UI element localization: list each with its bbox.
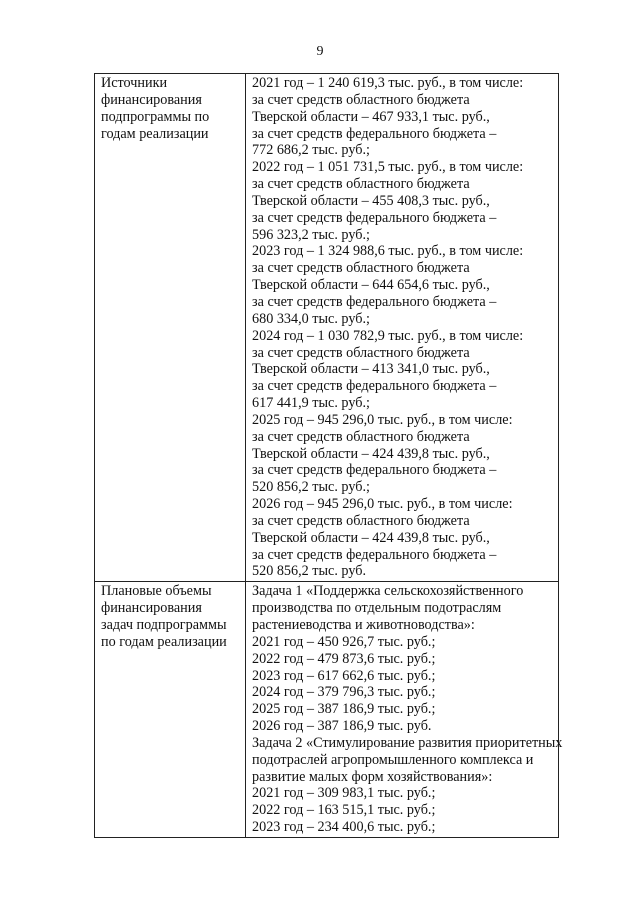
row-content-line: 2026 год – 945 296,0 тыс. руб., в том числе: bbox=[252, 496, 513, 513]
row-content-line: 2021 год – 1 240 619,3 тыс. руб., в том числе: bbox=[252, 75, 524, 91]
row-content-line: за счет средств федерального бюджета – bbox=[252, 546, 497, 563]
row-content-line: за счет средств федерального бюджета – bbox=[252, 293, 497, 310]
row-content-line: подотраслей агропромышленного комплекса и bbox=[252, 751, 534, 768]
row-content-line: 2023 год – 617 662,6 тыс. руб.; bbox=[252, 667, 436, 684]
table-body bbox=[95, 74, 563, 838]
row-content-line: растениеводства и животноводства»: bbox=[252, 617, 475, 633]
row-content-line: 520 856,2 тыс. руб. bbox=[252, 563, 366, 580]
row-content-line: Тверской области – 644 654,6 тыс. руб., bbox=[252, 277, 490, 294]
row-content-line: за счет средств областного бюджета bbox=[252, 176, 470, 193]
row-content-line: Задача 1 «Поддержка сельскохозяйственного bbox=[252, 583, 524, 600]
row-content-line: 2022 год – 479 873,6 тыс. руб.; bbox=[252, 650, 436, 667]
row-content-line: за счет средств областного бюджета bbox=[252, 428, 470, 445]
row-content-line: за счет средств областного бюджета bbox=[252, 344, 470, 361]
row-label-line: по годам реализации bbox=[101, 633, 227, 650]
row-content-line: 2023 год – 1 324 988,6 тыс. руб., в том числе: bbox=[252, 243, 524, 260]
row-content-line: за счет средств федерального бюджета – bbox=[252, 462, 497, 479]
row-content-line: за счет средств федерального бюджета – bbox=[252, 378, 497, 395]
row-label-line: задач подпрограммы bbox=[101, 617, 227, 633]
row-content-line: Тверской области – 424 439,8 тыс. руб., bbox=[252, 529, 490, 546]
row-content-line: 2022 год – 163 515,1 тыс. руб.; bbox=[252, 802, 436, 819]
table-row bbox=[95, 74, 559, 582]
row-content-line: 596 323,2 тыс. руб.; bbox=[252, 226, 370, 243]
row-content-line: Тверской области – 455 408,3 тыс. руб., bbox=[252, 192, 490, 209]
table-row bbox=[95, 582, 559, 838]
row-content-line: 2025 год – 387 186,9 тыс. руб.; bbox=[252, 701, 436, 718]
row-label-cell bbox=[95, 582, 246, 838]
row-content-line: 2023 год – 234 400,6 тыс. руб.; bbox=[252, 819, 436, 836]
row-content-cell bbox=[246, 582, 563, 838]
row-content-line: за счет средств областного бюджета bbox=[252, 260, 470, 277]
row-content-line: 2026 год – 387 186,9 тыс. руб. bbox=[252, 718, 432, 735]
row-content-line: 2021 год – 309 983,1 тыс. руб.; bbox=[252, 785, 436, 802]
row-content-line: 2022 год – 1 051 731,5 тыс. руб., в том числе: bbox=[252, 159, 524, 176]
row-content-line: Тверской области – 467 933,1 тыс. руб., bbox=[252, 108, 490, 125]
row-content-line: Тверской области – 413 341,0 тыс. руб., bbox=[252, 361, 490, 378]
row-label-line: годам реализации bbox=[101, 125, 209, 142]
row-label-line: Источники bbox=[101, 75, 168, 91]
row-content-line: за счет средств областного бюджета bbox=[252, 91, 470, 108]
row-content-line: развитие малых форм хозяйствования»: bbox=[252, 768, 493, 785]
row-content-line: за счет средств федерального бюджета – bbox=[252, 209, 497, 226]
row-content-cell bbox=[246, 74, 559, 582]
row-content-line: 2024 год – 379 796,3 тыс. руб.; bbox=[252, 684, 436, 701]
row-content-line: 2025 год – 945 296,0 тыс. руб., в том числе: bbox=[252, 411, 513, 428]
row-label-line: финансирования bbox=[101, 600, 202, 617]
row-content-line: 2021 год – 450 926,7 тыс. руб.; bbox=[252, 633, 436, 650]
row-content-line: Тверской области – 424 439,8 тыс. руб., bbox=[252, 445, 490, 462]
page-number: 9 bbox=[316, 44, 324, 59]
row-label-line: подпрограммы по bbox=[101, 108, 210, 125]
row-content-line: производства по отдельным подотраслям bbox=[252, 600, 502, 617]
row-content-line: 617 441,9 тыс. руб.; bbox=[252, 395, 370, 412]
row-content-line: 520 856,2 тыс. руб.; bbox=[252, 479, 370, 496]
row-content-line: 2024 год – 1 030 782,9 тыс. руб., в том числе: bbox=[252, 327, 524, 344]
row-content-line: за счет средств областного бюджета bbox=[252, 512, 470, 529]
row-label-cell bbox=[95, 74, 246, 582]
program-passport-table bbox=[94, 73, 563, 838]
row-label-line: Плановые объемы bbox=[101, 583, 212, 600]
row-content-line: Задача 2 «Стимулирование развития приоритетных bbox=[252, 734, 563, 751]
row-label-line: финансирования bbox=[101, 91, 202, 108]
row-content-line: 772 686,2 тыс. руб.; bbox=[252, 142, 370, 159]
row-content-line: за счет средств федерального бюджета – bbox=[252, 125, 497, 142]
row-content-line: 680 334,0 тыс. руб.; bbox=[252, 310, 370, 327]
